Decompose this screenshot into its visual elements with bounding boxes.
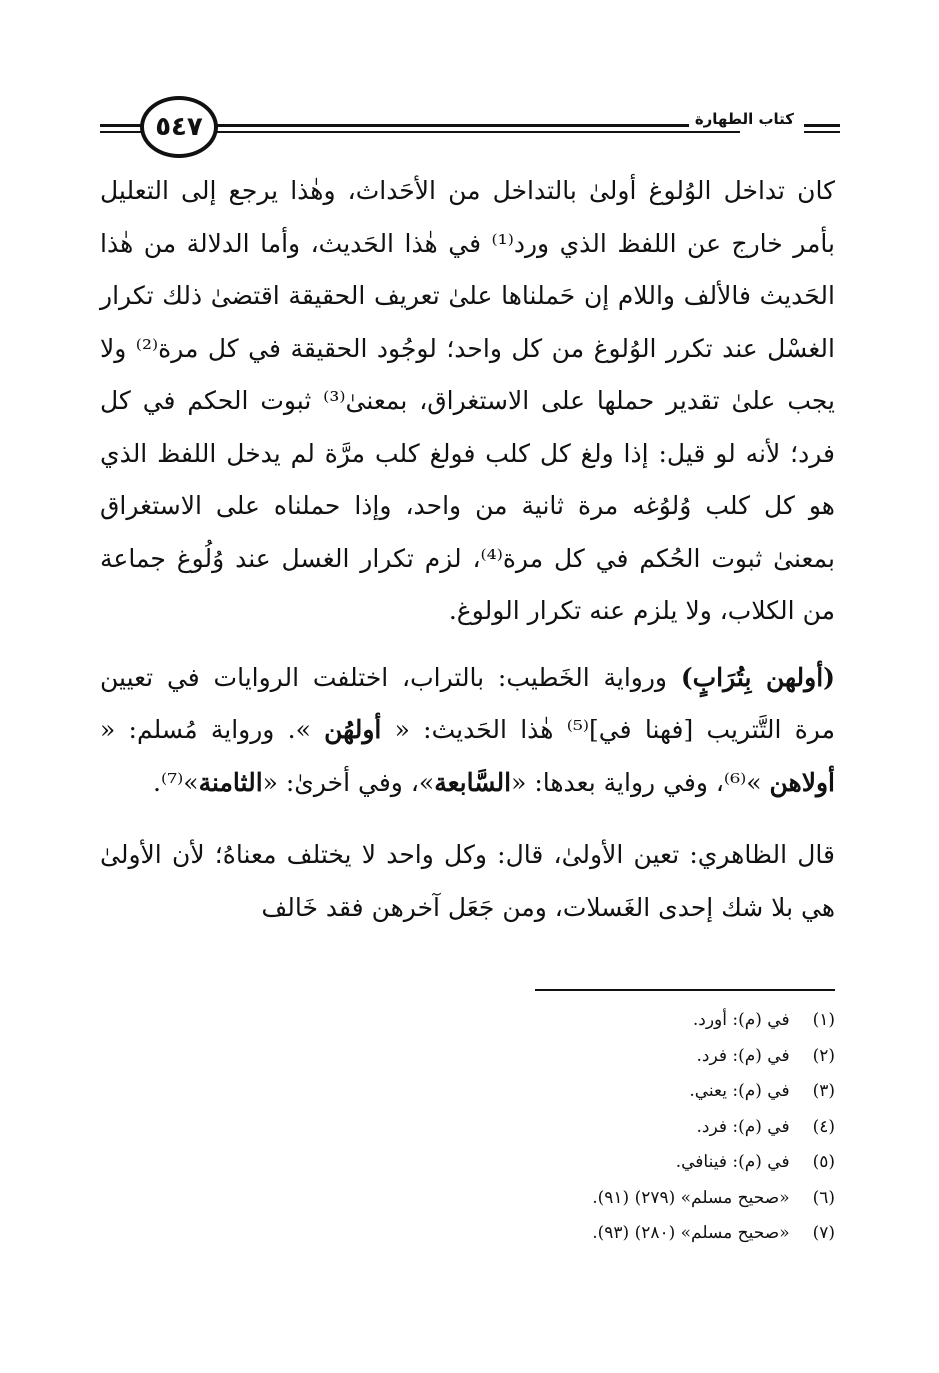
book-title: كتاب الطهارة [689,110,800,128]
footnote-number: (٢) [812,1045,835,1066]
footnote-text: «صحيح مسلم» (٢٨٠) (٩٣). [592,1223,790,1243]
bold-phrase: الثامنة [198,767,263,797]
footnote-text: في (م): فينافي. [675,1152,790,1172]
footnotes-list [415,1003,835,1252]
footnote-number: (٣) [812,1081,835,1101]
main-text [100,165,835,934]
footnote-text: في (م): يعني. [689,1081,790,1101]
text-run: ورواية الخَطيب: بالتراب، اختلفت الروايات في تعيين مرة التَّتريب [فهنا في]⁽⁵⁾ هٰذا الحَديث: « [100,662,835,744]
header-rule-thin [130,131,740,133]
footnote-item [415,1145,835,1181]
bold-phrase: (أولهن بِتُرَابٍ) [680,662,835,692]
text-run: ». ورواية مُسلم: « [100,715,325,744]
paragraph-1: كان تداخل الوُلوغ أولىٰ بالتداخل من الأحَداث، وهٰذا يرجع إلى التعليل بأمر خارج عن اللفظ الذي ورد⁽¹⁾ في هٰذا الحَديث، وأما الدلالة من هٰذا الحَديث فالألف واللام إن حَملناها علىٰ تعريف الحقيقة اقتضىٰ ذلك تكرار الغسْل عند تكرر الوُلوغ من كل واحد؛ لوجُود الحقيقة في كل مرة⁽²⁾ ولا يجب علىٰ تقدير حملها على الاستغراق، بمعنىٰ⁽³⁾ ثبوت الحكم في كل فرد؛ لأنه لو قيل: إذا ولغ كل كلب فولغ كلب مرَّة لم يدخل اللفظ الذي هو كل كلب وُلوُغه مرة ثانية من واحد، وإذا حملناه على الاستغراق بمعنىٰ ثبوت الحُكم في كل مرة⁽⁴⁾، لزم تكرار الغسل عند وُلُوغ جماعة من الكلاب، ولا يلزم عنه تكرار الولوغ. [100,176,835,625]
footnote-item [415,1074,835,1110]
footnote-divider [535,989,835,991]
footnote-item [415,1003,835,1039]
page-header [100,96,840,166]
footnote-item [415,1181,835,1217]
header-rule-right-thick [804,124,840,127]
footnote-text: في (م): أورد. [692,1010,790,1030]
footnote-text: في (م): فرد. [696,1045,790,1066]
footnote-text: «صحيح مسلم» (٢٧٩) (٩١). [592,1187,790,1208]
text-run: »، وفي أخرىٰ: « [262,767,435,797]
footnote-text: في (م): فرد. [696,1116,790,1137]
paragraph-2 [100,652,835,810]
header-rule-thick [130,124,740,127]
text-run: »⁽⁷⁾. [153,767,199,797]
bold-phrase: السَّابعة [434,767,512,797]
header-rule-right-thin [804,131,840,133]
footnote-number: (٦) [812,1187,835,1208]
footnote-item [415,1110,835,1146]
bold-phrase: أولاهن [769,767,835,797]
paragraph-3: قال الظاهري: تعين الأولىٰ، قال: وكل واحد لا يختلف معناهُ؛ لأن الأولىٰ هي بلا شك إحدى الغَسلات، ومن جَعَل آخرهن فقد خَالف [100,840,835,922]
page-number: ٥٤٧ [140,96,218,158]
bold-phrase: أولهُن [324,715,382,744]
text-run: »⁽⁶⁾، وفي رواية بعدها: « [511,767,770,797]
footnote-number: (٤) [812,1116,835,1137]
footnote-number: (٧) [812,1223,835,1243]
footnote-number: (٥) [812,1152,835,1172]
footnote-item [415,1216,835,1252]
footnote-item [415,1039,835,1075]
footnote-number: (١) [812,1010,835,1030]
